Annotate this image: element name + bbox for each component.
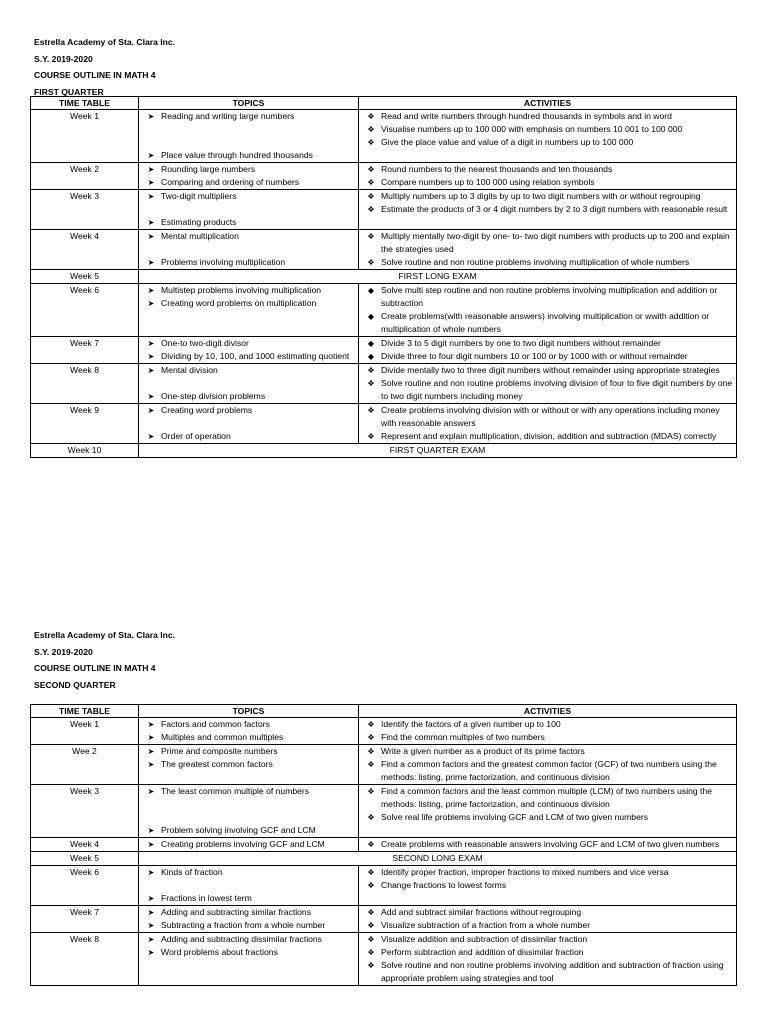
topic-text: Problem solving involving GCF and LCM [161,825,316,835]
activity-text: Solve multi step routine and non routine problems involving multiplication and addition or subtraction [381,285,718,308]
activity-text: Perform subtraction and addition of dissimilar fraction [381,947,584,957]
activity-item [361,745,734,758]
arrow-bullet-icon: ➤ [147,935,155,944]
activities-cell [359,745,737,785]
activity-text: Multiply mentally two-digit by one- to- two digit numbers with products up to 200 and explain the strategies used [381,231,730,254]
arrow-bullet-icon: ➤ [147,112,155,121]
topic-text: Creating word problems on multiplication [161,298,317,308]
activity-item [361,284,734,310]
table-row [31,364,737,404]
topics-cell [139,230,359,270]
topic-text: Multistep problems involving multiplication [161,285,322,295]
topic-item [141,163,356,176]
topic-text: Factors and common factors [161,719,270,729]
topic-text: Prime and composite numbers [161,746,278,756]
topics-cell [139,404,359,444]
topic-item [141,176,356,189]
activity-text: Round numbers to the nearest thousands and ten thousands [381,164,613,174]
activity-item [361,906,734,919]
activity-item [361,785,734,811]
diamond-bullet-icon: ❖ [367,406,375,415]
activity-text: Identify proper fraction, improper fractions to mixed numbers and vice versa [381,867,669,877]
topic-item [141,838,356,851]
activity-text: Read and write numbers through hundred thousands in symbols and in word [381,111,672,121]
activity-item [361,933,734,946]
topics-cell [139,906,359,933]
arrow-bullet-icon: ➤ [147,908,155,917]
topic-item [141,297,356,310]
arrow-bullet-icon: ➤ [147,826,155,835]
table-row [31,404,737,444]
week-cell: Week 10 [31,444,139,458]
q2-header [34,627,175,693]
week-cell: Week 9 [31,404,139,444]
diamond-bullet-icon: ❖ [367,868,375,877]
diamond-bullet-icon: ❖ [367,366,375,375]
col-time-table: TIME TABLE [31,705,139,718]
topic-text: Estimating products [161,217,237,227]
topic-text: Place value through hundred thousands [161,150,313,160]
activity-item [361,337,734,350]
topic-item [141,866,356,879]
table-row [31,745,737,785]
arrow-bullet-icon: ➤ [147,948,155,957]
week-cell: Week 5 [31,270,139,284]
course-title: COURSE OUTLINE IN MATH 4 [34,70,156,80]
activities-cell [359,933,737,986]
activity-item [361,176,734,189]
topic-text: Word problems about fractions [161,947,278,957]
week-cell: Week 6 [31,866,139,906]
school-name: Estrella Academy of Sta. Clara Inc. [34,37,176,47]
activity-text: Change fractions to lowest forms [381,880,507,890]
topic-text: Multiples and common multiples [161,732,284,742]
activity-item [361,404,734,430]
activity-text: Create problems involving division with or without or with any operations including money with reasonable answers [381,405,720,428]
activity-item [361,879,734,892]
arrow-bullet-icon: ➤ [147,165,155,174]
topic-text: Mental division [161,365,218,375]
activities-cell [359,364,737,404]
activity-text: Compare numbers up to 100 000 using relation symbols [381,177,595,187]
table-row [31,785,737,838]
week-cell: Week 4 [31,838,139,852]
arrow-bullet-icon: ➤ [147,339,155,348]
week-cell: Week 3 [31,785,139,838]
week-cell: Week 2 [31,163,139,190]
topic-item [141,230,356,243]
activities-cell [359,190,737,230]
activity-item [361,163,734,176]
topic-text: The least common multiple of numbers [161,786,310,796]
activities-cell [359,284,737,337]
col-topics: TOPICS [139,705,359,718]
activity-item [361,190,734,203]
exam-cell: FIRST QUARTER EXAM [139,444,737,458]
table-row [31,906,737,933]
topic-item [141,731,356,744]
topic-text: Adding and subtracting dissimilar fractions [161,934,322,944]
topic-item [141,216,356,229]
table-row [31,270,737,284]
activity-text: Solve routine and non routine problems involving addition and subtraction of fraction using appropriate problem using strategies and tool [381,960,724,983]
activities-cell [359,785,737,838]
arrow-bullet-icon: ➤ [147,258,155,267]
topic-item [141,430,356,443]
arrow-bullet-icon: ➤ [147,921,155,930]
arrow-bullet-icon: ➤ [147,720,155,729]
topics-cell [139,745,359,785]
topic-text: The greatest common factors [161,759,273,769]
activities-cell [359,838,737,852]
table-row [31,866,737,906]
table-row [31,444,737,458]
topic-item [141,190,356,203]
week-cell: Week 4 [31,230,139,270]
topic-item [141,785,356,798]
activity-text: Create problems with reasonable answers involving GCF and LCM of two given numbers [381,839,720,849]
topics-cell [139,933,359,986]
activity-item [361,230,734,256]
activity-item [361,866,734,879]
topic-item [141,919,356,932]
topic-text: Order of operation [161,431,231,441]
topic-text: Rounding large numbers [161,164,256,174]
school-year: S.Y. 2019-2020 [34,646,93,657]
arrow-bullet-icon: ➤ [147,733,155,742]
activity-item [361,123,734,136]
arrow-bullet-icon: ➤ [147,432,155,441]
diamond-bullet-icon: ❖ [367,125,375,134]
activity-text: Solve routine and non routine problems involving division of four to five digit numbers by one to two digit numbers including money [381,378,733,401]
topic-text: Two-digit multipliers [161,191,237,201]
topic-item [141,364,356,377]
diamond-bullet-icon: ❖ [367,379,375,388]
activities-cell [359,718,737,745]
topic-item [141,745,356,758]
arrow-bullet-icon: ➤ [147,868,155,877]
diamond-bullet-icon: ❖ [367,881,375,890]
diamond-bullet-icon: ❖ [367,165,375,174]
topic-item [141,946,356,959]
diamond-bullet-icon: ❖ [367,747,375,756]
week-cell: Week 1 [31,718,139,745]
arrow-bullet-icon: ➤ [147,218,155,227]
activity-item [361,959,734,985]
topics-cell [139,718,359,745]
arrow-bullet-icon: ➤ [147,352,155,361]
diamond-bullet-icon: ◆ [367,352,375,361]
topic-text: Dividing by 10, 100, and 1000 estimating quotient [161,351,350,361]
diamond-bullet-icon: ❖ [367,908,375,917]
topic-item [141,149,356,162]
activity-text: Visualise numbers up to 100 000 with emphasis on numbers 10 001 to 100 000 [381,124,683,134]
activity-text: Multiply numbers up to 3 digits by up to two digit numbers with or without regrouping [381,191,701,201]
activity-text: Write a given number as a product of its prime factors [381,746,585,756]
diamond-bullet-icon: ❖ [367,948,375,957]
activities-cell [359,110,737,163]
activity-item [361,838,734,851]
table-row [31,284,737,337]
topic-item [141,906,356,919]
topic-item [141,758,356,771]
activity-item [361,758,734,784]
activity-item [361,350,734,363]
col-time-table: TIME TABLE [31,97,139,110]
arrow-bullet-icon: ➤ [147,151,155,160]
col-activities: ACTIVITIES [359,705,737,718]
week-cell: Wee 2 [31,745,139,785]
arrow-bullet-icon: ➤ [147,840,155,849]
activity-item [361,430,734,443]
activity-item [361,811,734,824]
topic-item [141,337,356,350]
q2-outline-table [30,704,737,986]
week-cell: Week 5 [31,852,139,866]
topics-cell [139,866,359,906]
activity-text: Represent and explain multiplication, division, addition and subtraction (MDAS) correctly [381,431,717,441]
diamond-bullet-icon: ❖ [367,232,375,241]
activity-text: Divide 3 to 5 digit numbers by one to two digit numbers without remainder [381,338,661,348]
q1-outline-table [30,96,737,458]
topic-text: Fractions in lowest term [161,893,252,903]
table-row [31,852,737,866]
arrow-bullet-icon: ➤ [147,787,155,796]
table-row [31,190,737,230]
table-row [31,163,737,190]
activity-item [361,364,734,377]
topic-item [141,284,356,297]
table-row [31,337,737,364]
activity-item [361,377,734,403]
diamond-bullet-icon: ❖ [367,138,375,147]
diamond-bullet-icon: ❖ [367,961,375,970]
activity-text: Give the place value and value of a digit in numbers up to 100 000 [381,137,634,147]
school-year: S.Y. 2019-2020 [34,53,93,64]
activity-item [361,136,734,149]
diamond-bullet-icon: ❖ [367,720,375,729]
activity-text: Create problems(with reasonable answers) involving multiplication or wwith addition or multiplication of whole numbers [381,311,710,334]
topic-item [141,256,356,269]
week-cell: Week 3 [31,190,139,230]
diamond-bullet-icon: ◆ [367,286,375,295]
topic-item [141,933,356,946]
diamond-bullet-icon: ❖ [367,112,375,121]
arrow-bullet-icon: ➤ [147,406,155,415]
col-topics: TOPICS [139,97,359,110]
topic-text: Reading and writing large numbers [161,111,295,121]
exam-cell: SECOND LONG EXAM [139,852,737,866]
diamond-bullet-icon: ❖ [367,935,375,944]
arrow-bullet-icon: ➤ [147,299,155,308]
week-cell: Week 7 [31,906,139,933]
topic-item [141,110,356,123]
arrow-bullet-icon: ➤ [147,392,155,401]
table-row [31,110,737,163]
topic-text: Creating problems involving GCF and LCM [161,839,325,849]
activity-text: Divide mentally two to three digit numbers without remainder using appropriate strategies [381,365,720,375]
exam-cell: FIRST LONG EXAM [139,270,737,284]
week-cell: Week 8 [31,933,139,986]
diamond-bullet-icon: ❖ [367,921,375,930]
topic-item [141,390,356,403]
activities-cell [359,163,737,190]
activity-text: Visualize subtraction of a fraction from a whole number [381,920,591,930]
activity-text: Identify the factors of a given number up to 100 [381,719,561,729]
activity-item [361,203,734,216]
topic-text: One-step division problems [161,391,266,401]
activity-text: Find the common multiples of two numbers [381,732,545,742]
table-row [31,933,737,986]
activity-text: Estimate the products of 3 or 4 digit numbers by 2 to 3 digit numbers with reasonable result [381,204,728,214]
activity-item [361,110,734,123]
table-row [31,718,737,745]
diamond-bullet-icon: ❖ [367,840,375,849]
topic-text: Mental multiplication [161,231,239,241]
activity-item [361,256,734,269]
arrow-bullet-icon: ➤ [147,366,155,375]
diamond-bullet-icon: ❖ [367,813,375,822]
topics-cell [139,284,359,337]
topics-cell [139,364,359,404]
table-row [31,230,737,270]
topics-cell [139,163,359,190]
activity-text: Find a common factors and the greatest common factor (GCF) of two numbers using the methods: listing, prime factorization, and continuous division [381,759,717,782]
diamond-bullet-icon: ◆ [367,312,375,321]
table-row [31,838,737,852]
topic-item [141,350,356,363]
topics-cell [139,785,359,838]
diamond-bullet-icon: ◆ [367,339,375,348]
activity-item [361,731,734,744]
q1-header [34,34,175,100]
week-cell: Week 1 [31,110,139,163]
arrow-bullet-icon: ➤ [147,178,155,187]
course-title: COURSE OUTLINE IN MATH 4 [34,663,156,673]
diamond-bullet-icon: ❖ [367,432,375,441]
topic-text: Adding and subtracting similar fractions [161,907,311,917]
arrow-bullet-icon: ➤ [147,286,155,295]
diamond-bullet-icon: ❖ [367,787,375,796]
arrow-bullet-icon: ➤ [147,760,155,769]
week-cell: Week 6 [31,284,139,337]
topic-text: Creating word problems [161,405,253,415]
topics-cell [139,337,359,364]
activity-item [361,718,734,731]
diamond-bullet-icon: ❖ [367,733,375,742]
activity-text: Divide three to four digit numbers 10 or 100 or by 1000 with or without remainder [381,351,688,361]
diamond-bullet-icon: ❖ [367,205,375,214]
topic-text: Comparing and ordering of numbers [161,177,300,187]
activities-cell [359,404,737,444]
activity-text: Visualize addition and subtraction of dissimilar fraction [381,934,588,944]
week-cell: Week 8 [31,364,139,404]
activity-item [361,919,734,932]
activity-text: Add and subtract similar fractions without regrouping [381,907,582,917]
topics-cell [139,838,359,852]
topic-text: Kinds of fraction [161,867,223,877]
topic-item [141,404,356,417]
topics-cell [139,110,359,163]
col-activities: ACTIVITIES [359,97,737,110]
topic-text: One-to two-digit divisor [161,338,249,348]
activities-cell [359,230,737,270]
topic-item [141,824,356,837]
diamond-bullet-icon: ❖ [367,258,375,267]
diamond-bullet-icon: ❖ [367,192,375,201]
activity-text: Solve routine and non routine problems involving multiplication of whole numbers [381,257,690,267]
topic-item [141,892,356,905]
activity-item [361,310,734,336]
diamond-bullet-icon: ❖ [367,178,375,187]
activities-cell [359,906,737,933]
activity-text: Find a common factors and the least common multiple (LCM) of two numbers using the methods: listing, prime factorization, and continuous division [381,786,713,809]
topic-text: Subtracting a fraction from a whole number [161,920,326,930]
arrow-bullet-icon: ➤ [147,894,155,903]
activities-cell [359,337,737,364]
topic-text: Problems involving multiplication [161,257,286,267]
topics-cell [139,190,359,230]
activity-text: Solve real life problems involving GCF and LCM of two given numbers [381,812,649,822]
topic-item [141,718,356,731]
diamond-bullet-icon: ❖ [367,760,375,769]
quarter-title: SECOND QUARTER [34,679,116,690]
school-name: Estrella Academy of Sta. Clara Inc. [34,630,176,640]
arrow-bullet-icon: ➤ [147,232,155,241]
quarter-title: FIRST QUARTER [34,86,104,97]
week-cell: Week 7 [31,337,139,364]
arrow-bullet-icon: ➤ [147,747,155,756]
arrow-bullet-icon: ➤ [147,192,155,201]
activities-cell [359,866,737,906]
activity-item [361,946,734,959]
